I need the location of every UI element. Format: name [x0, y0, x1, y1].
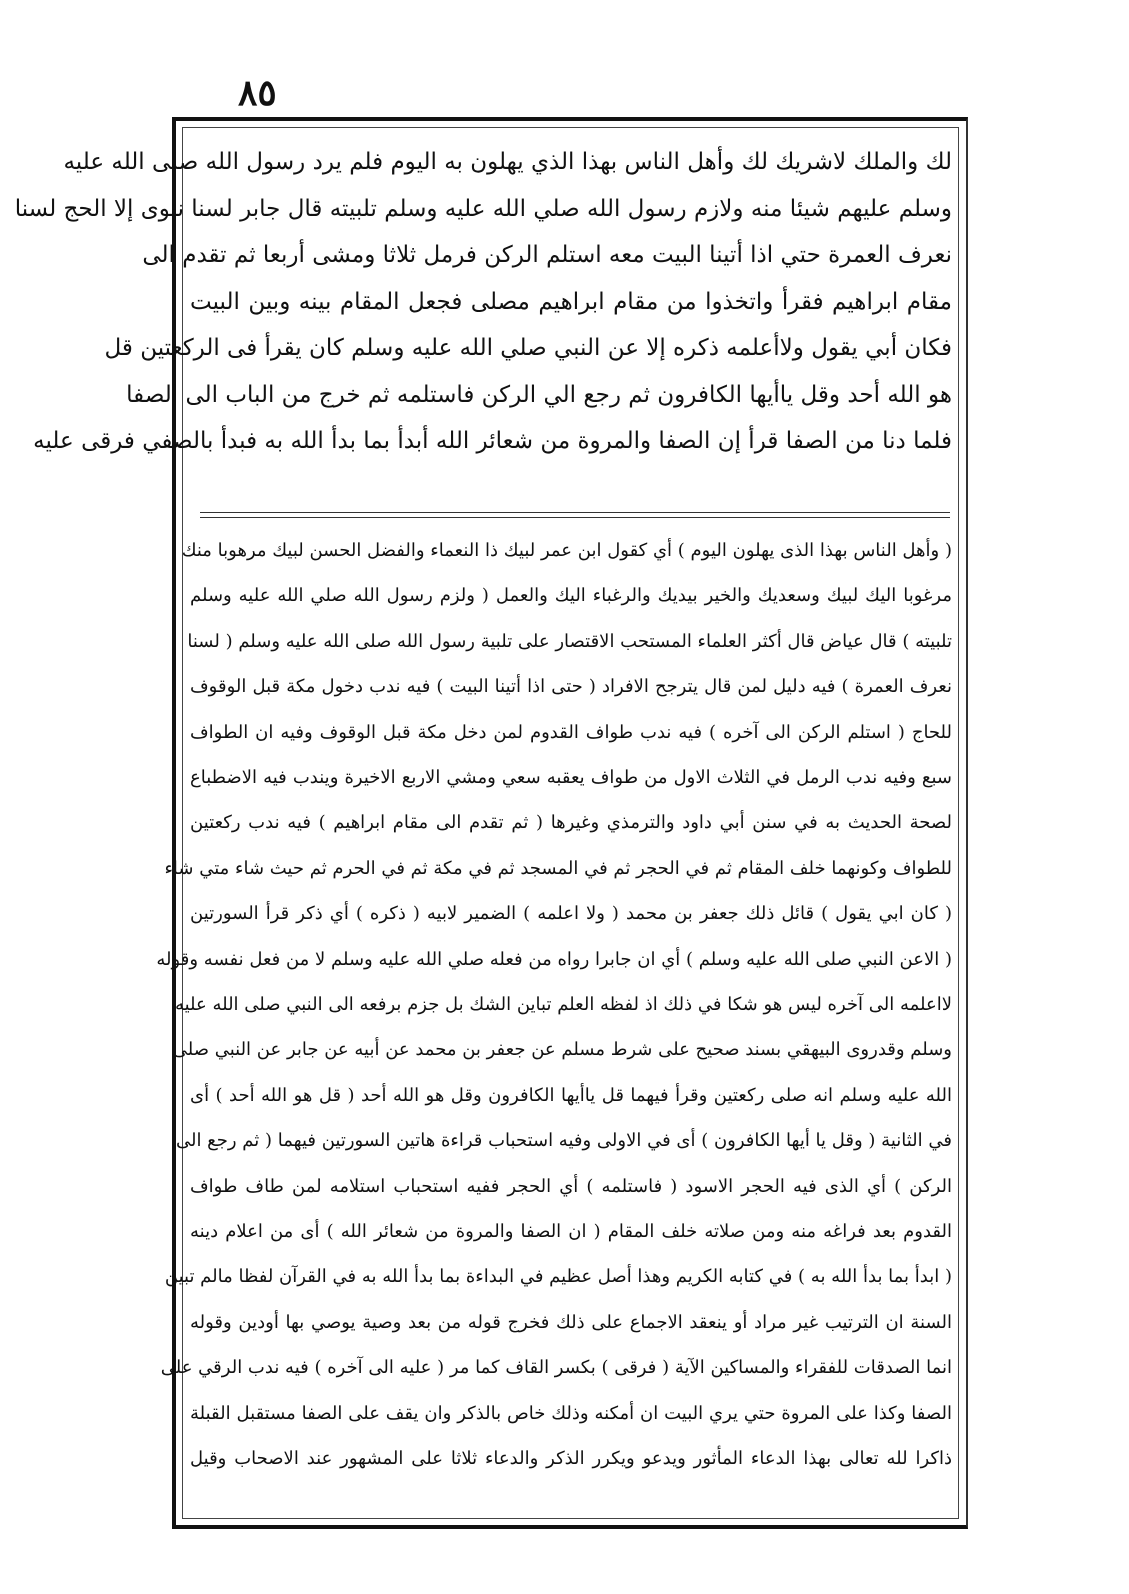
- commentary-line: سبع وفيه ندب الرمل في الثلاث الاول من طواف يعقبه سعي ومشي الاربع الاخيرة ويندب فيه الاضطباع: [190, 767, 952, 788]
- commentary-line: مرغوبا اليك لبيك وسعديك والخير بيديك والرغباء اليك والعمل ( ولزم رسول الله صلي الله عليه وسلم: [190, 585, 952, 607]
- commentary-line: وسلم وقدروى البيهقي بسند صحيح على شرط مسلم عن جعفر بن محمد عن أبيه عن جابر عن النبي صلى: [172, 1039, 952, 1061]
- commentary-line: لااعلمه الى آخره ليس هو شكا في ذلك اذ لفظه العلم تباين الشك بل جزم برفعه الى النبي صلى الله عليه: [174, 994, 952, 1015]
- main-text-line: مقام ابراهيم فقرأ واتخذوا من مقام ابراهيم مصلى فجعل المقام بينه وبين البيت: [190, 288, 952, 315]
- page-number: ٨٥: [238, 72, 277, 114]
- commentary-line: ( ابدأ بما بدأ الله به ) في كتابه الكريم وهذا أصل عظيم في البداءة بما بدأ الله به في القرآن لفظا مالم تبين: [164, 1266, 952, 1288]
- commentary-line: نعرف العمرة ) فيه دليل لمن قال يترجح الافراد ( حتى اذا أتينا البيت ) فيه ندب دخول مكة قبل الوقوف: [190, 676, 952, 698]
- main-text-line: وسلم عليهم شيئا منه ولازم رسول الله صلي الله عليه وسلم تلبيته قال جابر لسنا ننوى إلا الحج لسنا: [14, 195, 952, 222]
- main-text-line: فلما دنا من الصفا قرأ إن الصفا والمروة من شعائر الله أبدأ بما بدأ الله به فبدأ بالصفي فرقى عليه: [33, 428, 952, 454]
- commentary-line: ذاكرا لله تعالى بهذا الدعاء المأثور ويدعو ويكرر الذكر والدعاء ثلاثا على المشهور عند الاصحاب وقيل: [190, 1448, 952, 1469]
- commentary-line: في الثانية ( وقل يا أيها الكافرون ) أى في الاولى وفيه استحباب قراءة هاتين السورتين فيهما ( ثم رجع الى: [175, 1130, 952, 1152]
- main-text-line: هو الله أحد وقل ياأيها الكافرون ثم رجع الي الركن فاستلمه ثم خرج من الباب الى الصفا: [126, 381, 952, 408]
- commentary-line: الصفا وكذا على المروة حتي يري البيت ان أمكنه وذلك خاص بالذكر وان يقف على الصفا مستقبل القبلة: [190, 1402, 952, 1424]
- commentary-line: ( كان ابي يقول ) قائل ذلك جعفر بن محمد ( ولا اعلمه ) الضمير لابيه ( ذكره ) أي ذكر قرأ السورتين: [190, 903, 952, 925]
- commentary-line: للحاج ( استلم الركن الى آخره ) فيه ندب طواف القدوم لمن دخل مكة قبل الوقوف وفيه ان الطواف: [190, 721, 952, 743]
- main-text-line: فكان أبي يقول ولاأعلمه ذكره إلا عن النبي صلي الله عليه وسلم كان يقرأ فى الركعتين قل: [104, 335, 952, 361]
- commentary-line: الركن ) أي الذى فيه الحجر الاسود ( فاستلمه ) أي الحجر ففيه استحباب استلامه لمن طاف طواف: [190, 1175, 952, 1197]
- commentary-line: ( الاعن النبي صلى الله عليه وسلم ) أي ان جابرا رواه من فعله صلي الله عليه وسلم لا من فعل نفسه وقوله: [156, 948, 952, 970]
- main-text-line: لك والملك لاشريك لك وأهل الناس بهذا الذي يهلون به اليوم فلم يرد رسول الله صلى الله عليه: [63, 149, 952, 175]
- commentary-line: للطواف وكونهما خلف المقام ثم في الحجر ثم في المسجد ثم في مكة ثم في الحرم ثم حيث شاء متي شاء: [164, 857, 952, 879]
- commentary-line: السنة ان الترتيب غير مراد أو ينعقد الاجماع على ذلك فخرج قوله من بعد وصية يوصي بها أودين وقوله: [190, 1311, 952, 1333]
- main-text-line: نعرف العمرة حتي اذا أتينا البيت معه استلم الركن فرمل ثلاثا ومشى أربعا ثم تقدم الى: [142, 242, 952, 268]
- commentary-line: تلبيته ) قال عياض قال أكثر العلماء المستحب الاقتصار على تلبية رسول الله صلى الله عليه وسلم ( لسنا: [187, 630, 952, 652]
- commentary-line: القدوم بعد فراغه منه ومن صلاته خلف المقام ( ان الصفا والمروة من شعائر الله ) أى من اعلام دينه: [190, 1221, 952, 1242]
- separator-rule: [200, 512, 950, 513]
- separator-rule: [200, 517, 950, 518]
- commentary-line: الله عليه وسلم انه صلى ركعتين وقرأ فيهما قل ياأيها الكافرون وقل هو الله أحد ( قل هو الله أحد ) أى: [190, 1084, 952, 1106]
- commentary-line: لصحة الحديث به في سنن أبي داود والترمذي وغيرها ( ثم تقدم الى مقام ابراهيم ) فيه ندب ركعتين: [190, 812, 952, 834]
- commentary-line: انما الصدقات للفقراء والمساكين الآية ( فرقى ) بكسر القاف كما مر ( عليه الى آخره ) فيه ندب الرقي على: [160, 1357, 952, 1379]
- commentary-line: ( وأهل الناس بهذا الذى يهلون اليوم ) أي كقول ابن عمر لبيك ذا النعماء والفضل الحسن لبيك مرهوبا منك: [181, 540, 952, 561]
